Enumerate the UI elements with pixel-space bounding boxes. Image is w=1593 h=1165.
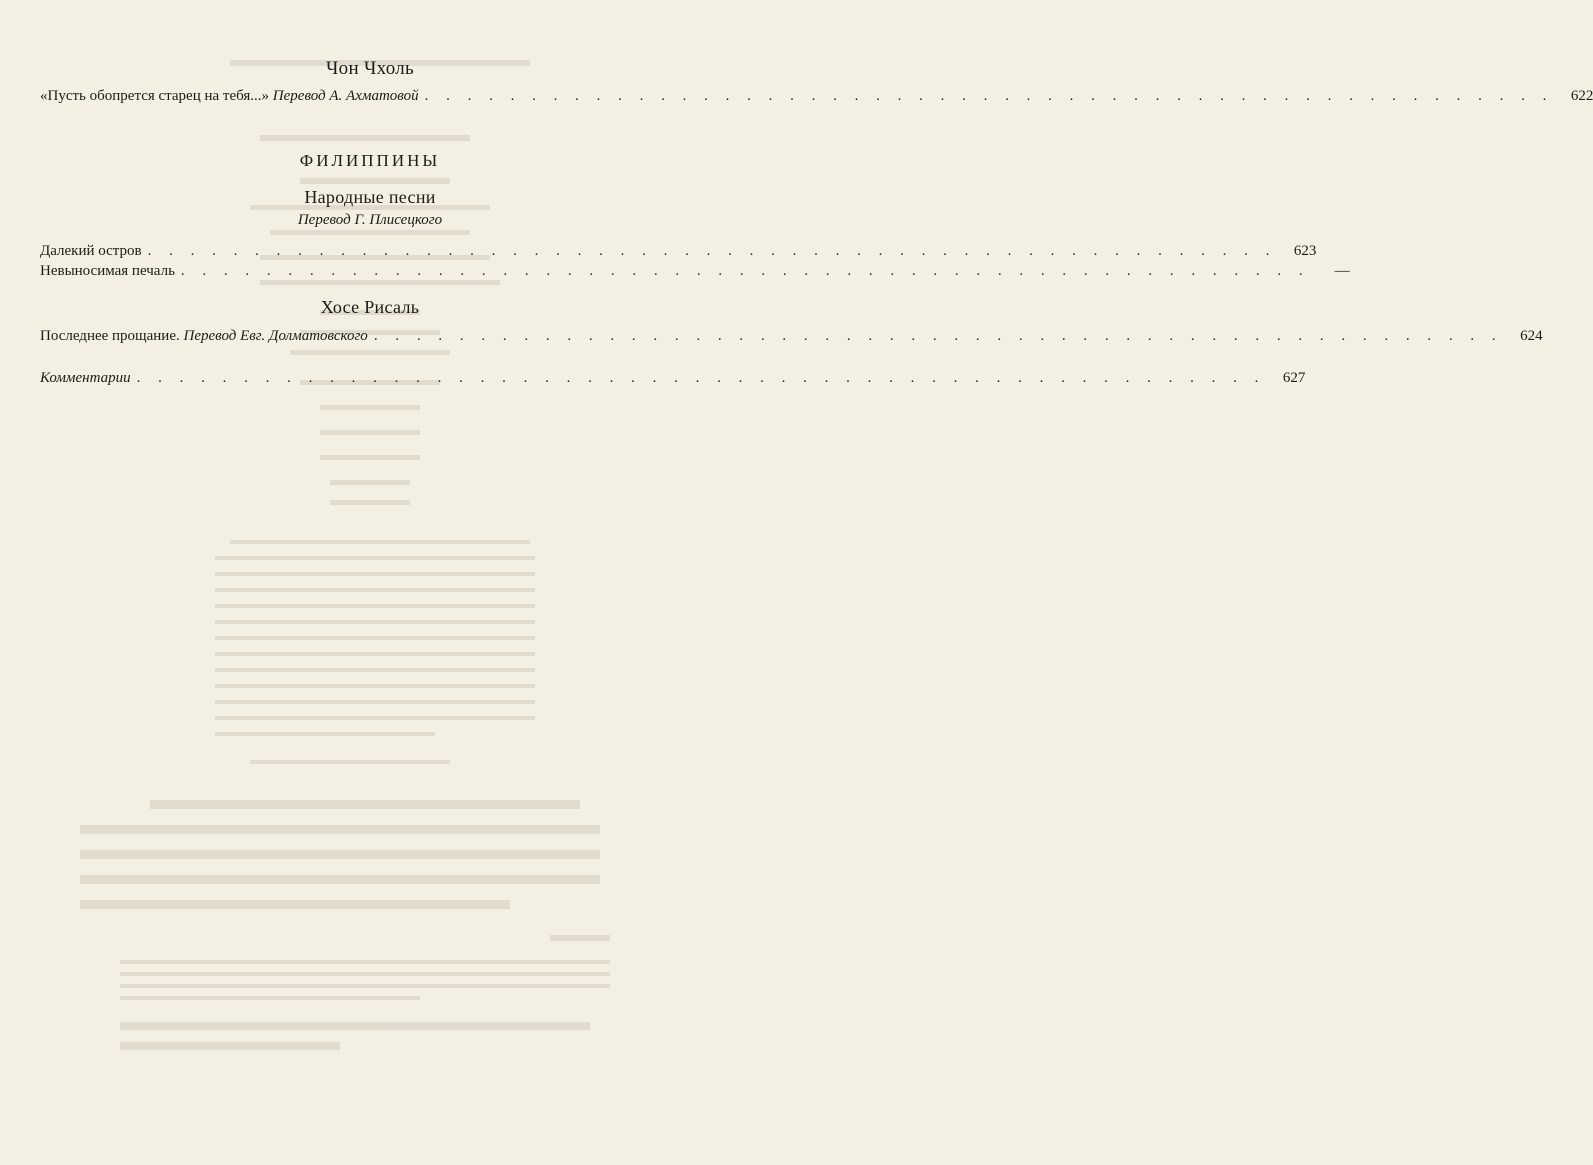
leader-dots: . . . . . . . . . . . . . . . . . . . . . . . . . . . . . . . . . . . . . . . . . . . . . . . . . . . . .: [180, 263, 1310, 279]
show-through-texture: [0, 0, 740, 1165]
toc-entry-distant-island[interactable]: [40, 243, 1317, 263]
author-heading-chon-chhol: Чон Чхоль: [326, 58, 414, 79]
poem-title: Невыносимая печаль: [40, 263, 175, 279]
section-translator: Перевод Г. Плисецкого: [297, 212, 443, 228]
leader-dots: . . . . . . . . . . . . . . . . . . . . . . . . . . . . . . . . . . . . . . . . . . . . . . . . . . . . .: [424, 88, 1554, 104]
toc-entry-commentary[interactable]: [40, 370, 1306, 390]
leader-dots: . . . . . . . . . . . . . . . . . . . . . . . . . . . . . . . . . . . . . . . . . . . . . . . . . . . . .: [136, 370, 1266, 386]
section-heading-folk-songs: Народные песни: [304, 187, 436, 207]
poem-title: Далекий остров: [40, 243, 142, 259]
page-number: 623: [1293, 243, 1317, 259]
toc-entry-unbearable-sorrow[interactable]: [40, 263, 1350, 283]
toc-entry-title: [40, 328, 368, 345]
author-heading-jose-rizal: Хосе Рисаль: [320, 297, 420, 317]
page-number: —: [1334, 263, 1350, 279]
poem-title: Последнее прощание.: [40, 328, 180, 344]
translator-credit: Перевод А. Ахматовой: [272, 88, 419, 104]
toc-entry-last-farewell[interactable]: [40, 328, 1543, 348]
toc-entry-chon-chhol-1[interactable]: [40, 88, 1593, 108]
country-heading-philippines: ФИЛИППИНЫ: [299, 151, 441, 170]
leader-dots: . . . . . . . . . . . . . . . . . . . . . . . . . . . . . . . . . . . . . . . . . . . . . . . . . . . . .: [373, 328, 1503, 344]
page-number: 624: [1520, 328, 1543, 344]
poem-title: «Пусть обопрется старец на тебя...»: [40, 88, 270, 104]
translator-credit: Перевод Евг. Долматовского: [183, 328, 368, 344]
page-number: 627: [1282, 370, 1306, 386]
leader-dots: . . . . . . . . . . . . . . . . . . . . . . . . . . . . . . . . . . . . . . . . . . . . . . . . . . . . .: [147, 243, 1277, 259]
commentary-title: Комментарии: [40, 370, 131, 386]
page-number: 622: [1570, 88, 1593, 104]
toc-entry-title: [40, 88, 419, 105]
